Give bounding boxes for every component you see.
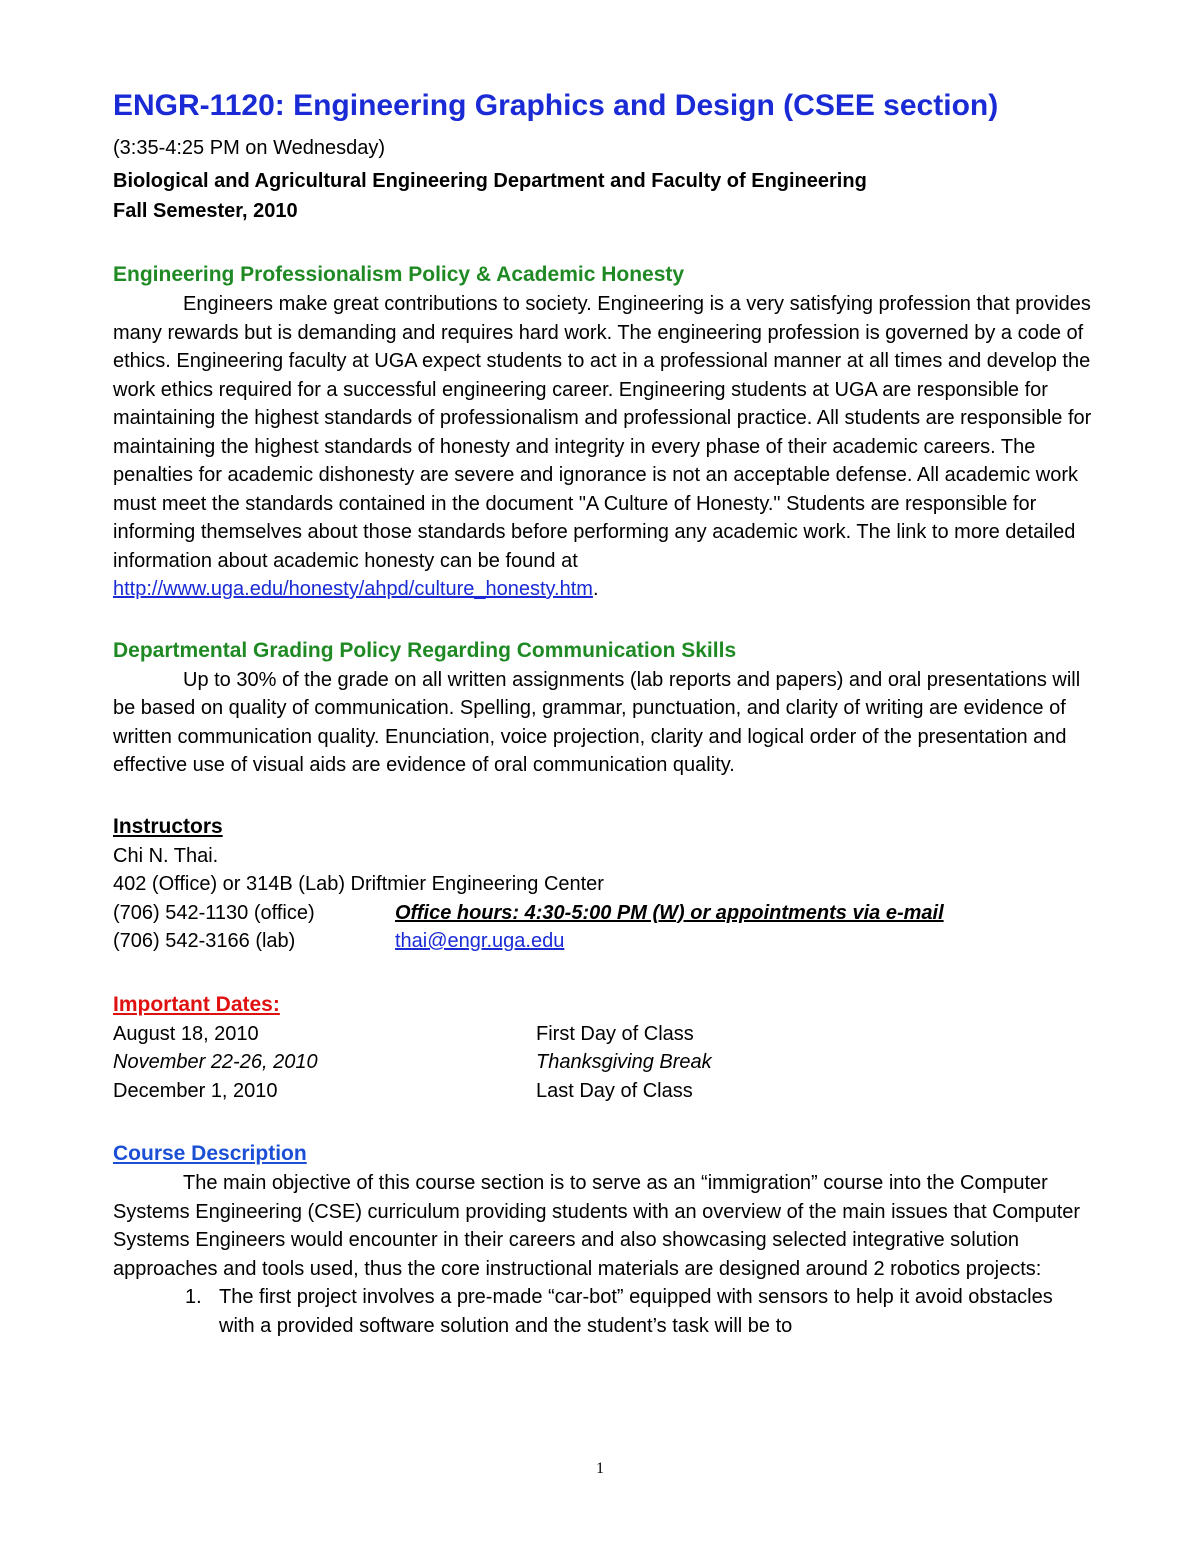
date-event: First Day of Class <box>536 1022 694 1045</box>
page-number: 1 <box>596 1460 604 1477</box>
date-value: November 22-26, 2010 <box>113 1051 318 1073</box>
date-value: August 18, 2010 <box>113 1022 259 1045</box>
link-period: . <box>592 578 599 600</box>
document-page <box>113 86 1093 1340</box>
course-title: ENGR-1120: Engineering Graphics and Design (CSEE section) <box>113 89 999 122</box>
date-row <box>113 1020 1093 1049</box>
instructors-heading: Instructors <box>113 814 223 838</box>
semester-line: Fall Semester, 2010 <box>113 200 298 222</box>
office-phone: (706) 542-1130 (office) <box>113 901 315 924</box>
professionalism-heading: Engineering Professionalism Policy & Academic Honesty <box>113 263 685 286</box>
dates-list <box>113 1020 1093 1106</box>
instructor-name: Chi N. Thai. <box>113 844 219 867</box>
list-item-number: 1. <box>185 1286 202 1308</box>
instructor-lab-phone-row <box>113 927 1093 956</box>
class-time: (3:35-4:25 PM on Wednesday) <box>113 137 386 159</box>
project-list <box>113 1283 1093 1340</box>
professionalism-paragraph <box>113 290 1093 604</box>
grading-heading: Departmental Grading Policy Regarding Communication Skills <box>113 638 737 662</box>
date-event: Thanksgiving Break <box>536 1051 712 1073</box>
course-description-paragraph: The main objective of this course section is to serve as an “immigration” course into the Computer Systems Engineering (CSE) curriculum providing students with an overview of the main issues that Computer Systems Engineers would encounter in their careers and also showcasing selected integrative solution approaches and tools used, thus the core instructional materials are designed around 2 robotics projects: <box>113 1172 1081 1280</box>
instructor-office: 402 (Office) or 314B (Lab) Driftmier Engineering Center <box>113 873 604 895</box>
department-line: Biological and Agricultural Engineering Department and Faculty of Engineering <box>113 170 867 192</box>
honesty-link[interactable]: http://www.uga.edu/honesty/ahpd/culture_honesty.htm <box>113 578 593 600</box>
date-value: December 1, 2010 <box>113 1079 278 1102</box>
date-row <box>113 1048 1093 1077</box>
office-hours: Office hours: 4:30-5:00 PM (W) or appointments via e-mail <box>395 901 944 924</box>
important-dates-heading: Important Dates: <box>113 992 280 1016</box>
grading-paragraph: Up to 30% of the grade on all written assignments (lab reports and papers) and oral presentations will be based on quality of communication. Spelling, grammar, punctuation, and clarity of writing are evidence of written communication quality. Enunciation, voice projection, clarity and logical order of the presentation and effective use of visual aids are evidence of oral communication quality. <box>113 668 1081 776</box>
professionalism-text: Engineers make great contributions to society. Engineering is a very satisfying profession that provides many rewards but is demanding and requires hard work. The engineering profession is governed by a code of ethics. Engineering faculty at UGA expect students to act in a professional manner at all times and develop the work ethics required for a successful engineering career. Engineering students at UGA are responsible for maintaining the highest standards of professionalism and professional practice. All students are responsible for maintaining the highest standards of honesty and integrity in every phase of their academic careers. The penalties for academic dishonesty are severe and ignorance is not an acceptable defense. All academic work must meet the standards contained in the document "A Culture of Honesty." Students are responsible for informing themselves about those standards before performing any academic work. The link to more detailed information about academic honesty can be found at <box>113 293 1092 572</box>
instructor-office-phone-row <box>113 899 1093 928</box>
lab-phone: (706) 542-3166 (lab) <box>113 930 296 952</box>
list-item-text: The first project involves a pre-made “car-bot” equipped with sensors to help it avoid obstacles with a provided software solution and the student’s task will be to <box>219 1286 1053 1337</box>
date-row <box>113 1077 1093 1106</box>
instructor-email-link[interactable]: thai@engr.uga.edu <box>395 930 565 952</box>
date-event: Last Day of Class <box>536 1079 693 1102</box>
list-item <box>113 1283 1093 1340</box>
course-description-heading: Course Description <box>113 1142 307 1165</box>
